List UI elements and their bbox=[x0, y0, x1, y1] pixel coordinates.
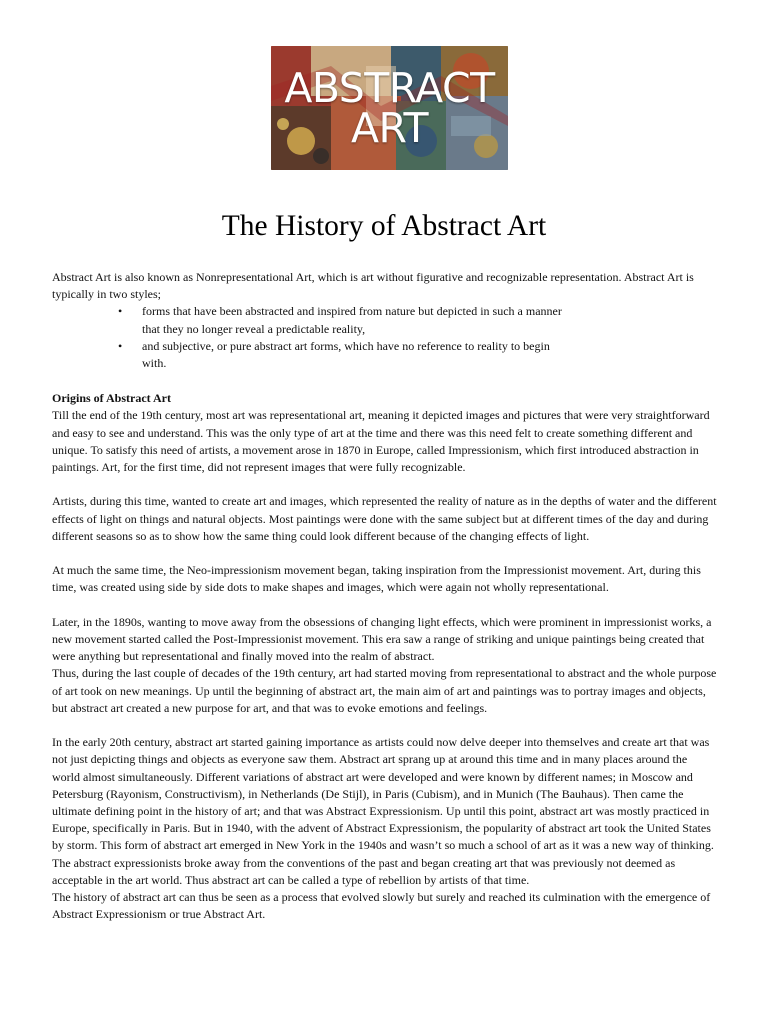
paragraph-spacer bbox=[52, 597, 718, 614]
page-title: The History of Abstract Art bbox=[221, 210, 547, 242]
bullet-icon: • bbox=[118, 338, 123, 353]
banner-line-1: ABSTRACT bbox=[284, 63, 495, 112]
bullet-item bbox=[52, 303, 718, 337]
paragraph: In the early 20th century, abstract art started gaining importance as artists could now delve deeper into themselves and create art that was not just depicting things and objects as everyone saw them. Abstract art sprang up at around this time and in many places around the world almost simultaneously. Different variations of abstract art were developed and were known by different names; in Moscow and Petersburg (Rayonism, Constructivism), in Netherlands (De Stijl), in Paris (Cubism), and in Munich (The Bauhaus). Then came the ultimate defining point in the history of art; and that was Abstract Expressionism. Up until this point, abstract art was mostly practiced in Europe, specifically in Paris. But in 1940, with the advent of Abstract Expressionism, the popularity of abstract art took the United States by storm. This form of abstract art emerged in New York in the 1940s and wasn’t so much a school of art as it was a new way of thinking. The abstract expressionists broke away from the conventions of the past and began creating art that was previously not deemed as acceptable in the art world. Thus abstract art can be called a type of rebellion by artists of that time. bbox=[52, 735, 714, 887]
bullet-item bbox=[52, 338, 718, 372]
paragraph: Till the end of the 19th century, most art was representational art, meaning it depicted images and pictures that were very straightforward and easy to see and understand. This was the only type of art at the time and there was this need felt to create something different and unique. To satisfy this need of artists, a movement arose in 1870 in Europe, called Impressionism, which first introduced abstraction in paintings. Art, for the first time, did not represent images that were fully recognizable. bbox=[52, 408, 710, 475]
paragraph-spacer bbox=[52, 545, 718, 562]
bullet-text: and subjective, or pure abstract art forms, which have no reference to reality to begin with. bbox=[142, 338, 550, 371]
bullet-icon: • bbox=[118, 304, 123, 319]
paragraph: The history of abstract art can thus be seen as a process that evolved slowly but surely and reached its culmination with the emergence of Abstract Expressionism or true Abstract Art. bbox=[52, 890, 711, 922]
bullet-text: forms that have been abstracted and inspired from nature but depicted in such a manner that they no longer reveal a predictable reality, bbox=[142, 304, 562, 336]
paragraph-spacer bbox=[52, 717, 718, 734]
abstract-art-banner bbox=[271, 46, 508, 170]
section-heading: Origins of Abstract Art bbox=[52, 391, 171, 406]
intro-paragraph: Abstract Art is also known as Nonrepresentational Art, which is art without figurative and recognizable representation. Abstract Art is typically in two styles; bbox=[52, 270, 694, 302]
styles-bullet-list bbox=[52, 303, 718, 372]
paragraph: Artists, during this time, wanted to create art and images, which represented the reality of nature as in the depths of water and the different effects of light on things and natural objects. Most paintings were done with the same subject but at different times of the day and during different seasons so as to show how the same thing could look different because of the changing effects of light. bbox=[52, 494, 717, 543]
document-body bbox=[52, 269, 718, 923]
banner-text bbox=[271, 46, 508, 170]
paragraph: At much the same time, the Neo-impressionism movement began, taking inspiration from the Impressionist movement. Art, during this time, was created using side by side dots to make shapes and images, which were again not wholly representational. bbox=[52, 563, 701, 595]
paragraph: Later, in the 1890s, wanting to move away from the obsessions of changing light effects, which were prominent in impressionist works, a new movement started called the Post-Impressionist movement. This era saw a range of striking and unique paintings being created that were anything but representational and finally moved into the realm of abstract. bbox=[52, 614, 712, 664]
banner-line-2: ART bbox=[350, 104, 429, 152]
paragraph-spacer bbox=[52, 476, 718, 493]
paragraph: Thus, during the last couple of decades of the 19th century, art had started moving from representational to abstract and the whole purpose of art took on new meanings. Up until the beginning of abstract art, the main aim of art and paintings was to portray images and objects, but abstract art created a new purpose for art, and that was to evoke emotions and feelings. bbox=[52, 666, 717, 715]
